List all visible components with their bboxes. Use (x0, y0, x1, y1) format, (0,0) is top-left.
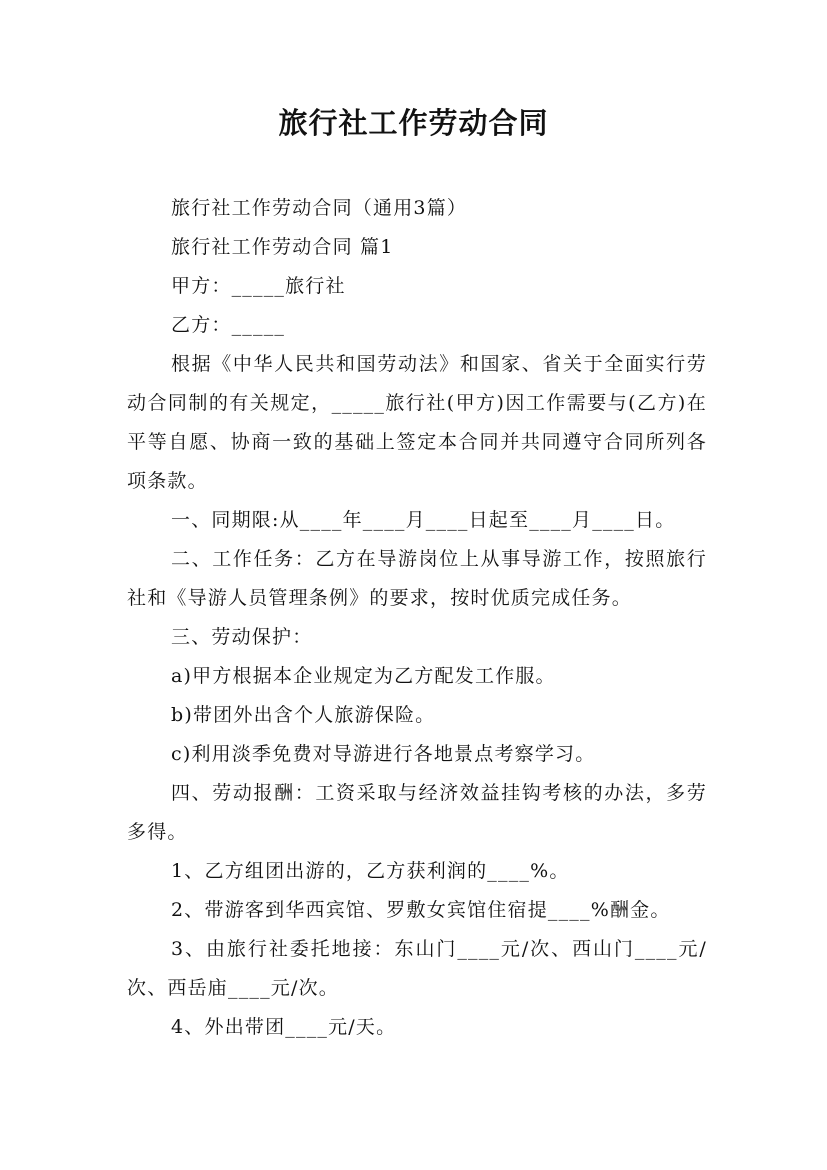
paragraph-term: 一、同期限:从____年____月____日起至____月____日。 (171, 509, 676, 531)
paragraph-item-4: 4、外出带团____元/天。 (171, 1016, 397, 1038)
paragraph-tasks: 二、工作任务：乙方在导游岗位上从事导游工作，按照旅行社和《导游人员管理条例》的要求，按时优质完成任务。 (127, 548, 707, 609)
document-body (127, 189, 707, 1047)
paragraph-item-1: 1、乙方组团出游的，乙方获利润的____%。 (171, 860, 570, 882)
paragraph-item-3: 3、由旅行社委托地接：东山门____元/次、西山门____元/次、西岳庙____元/次。 (127, 938, 707, 999)
paragraph-protection-c: c)利用淡季免费对导游进行各地景点考察学习。 (171, 743, 596, 765)
paragraph-party-a: 甲方：_____旅行社 (171, 275, 346, 297)
paragraph-item-2: 2、带游客到华西宾馆、罗敷女宾馆住宿提____%酬金。 (171, 899, 671, 921)
paragraph-preamble: 根据《中华人民共和国劳动法》和国家、省关于全面实行劳动合同制的有关规定，_____旅行社(甲方)因工作需要与(乙方)在平等自愿、协商一致的基础上签定本合同并共同遵守合同所列各项条款。 (127, 353, 707, 492)
document-title: 旅行社工作劳动合同 (278, 106, 549, 140)
paragraph-section-heading: 旅行社工作劳动合同 篇1 (171, 236, 394, 258)
paragraph-protection-a: a)甲方根据本企业规定为乙方配发工作服。 (171, 665, 556, 687)
paragraph-remuneration: 四、劳动报酬：工资采取与经济效益挂钩考核的办法，多劳多得。 (127, 782, 707, 843)
paragraph-protection-heading: 三、劳动保护： (171, 626, 313, 648)
paragraph-party-b: 乙方：_____ (171, 314, 286, 336)
paragraph-subtitle: 旅行社工作劳动合同（通用3篇） (171, 197, 468, 219)
paragraph-protection-b: b)带团外出含个人旅游保险。 (171, 704, 436, 726)
